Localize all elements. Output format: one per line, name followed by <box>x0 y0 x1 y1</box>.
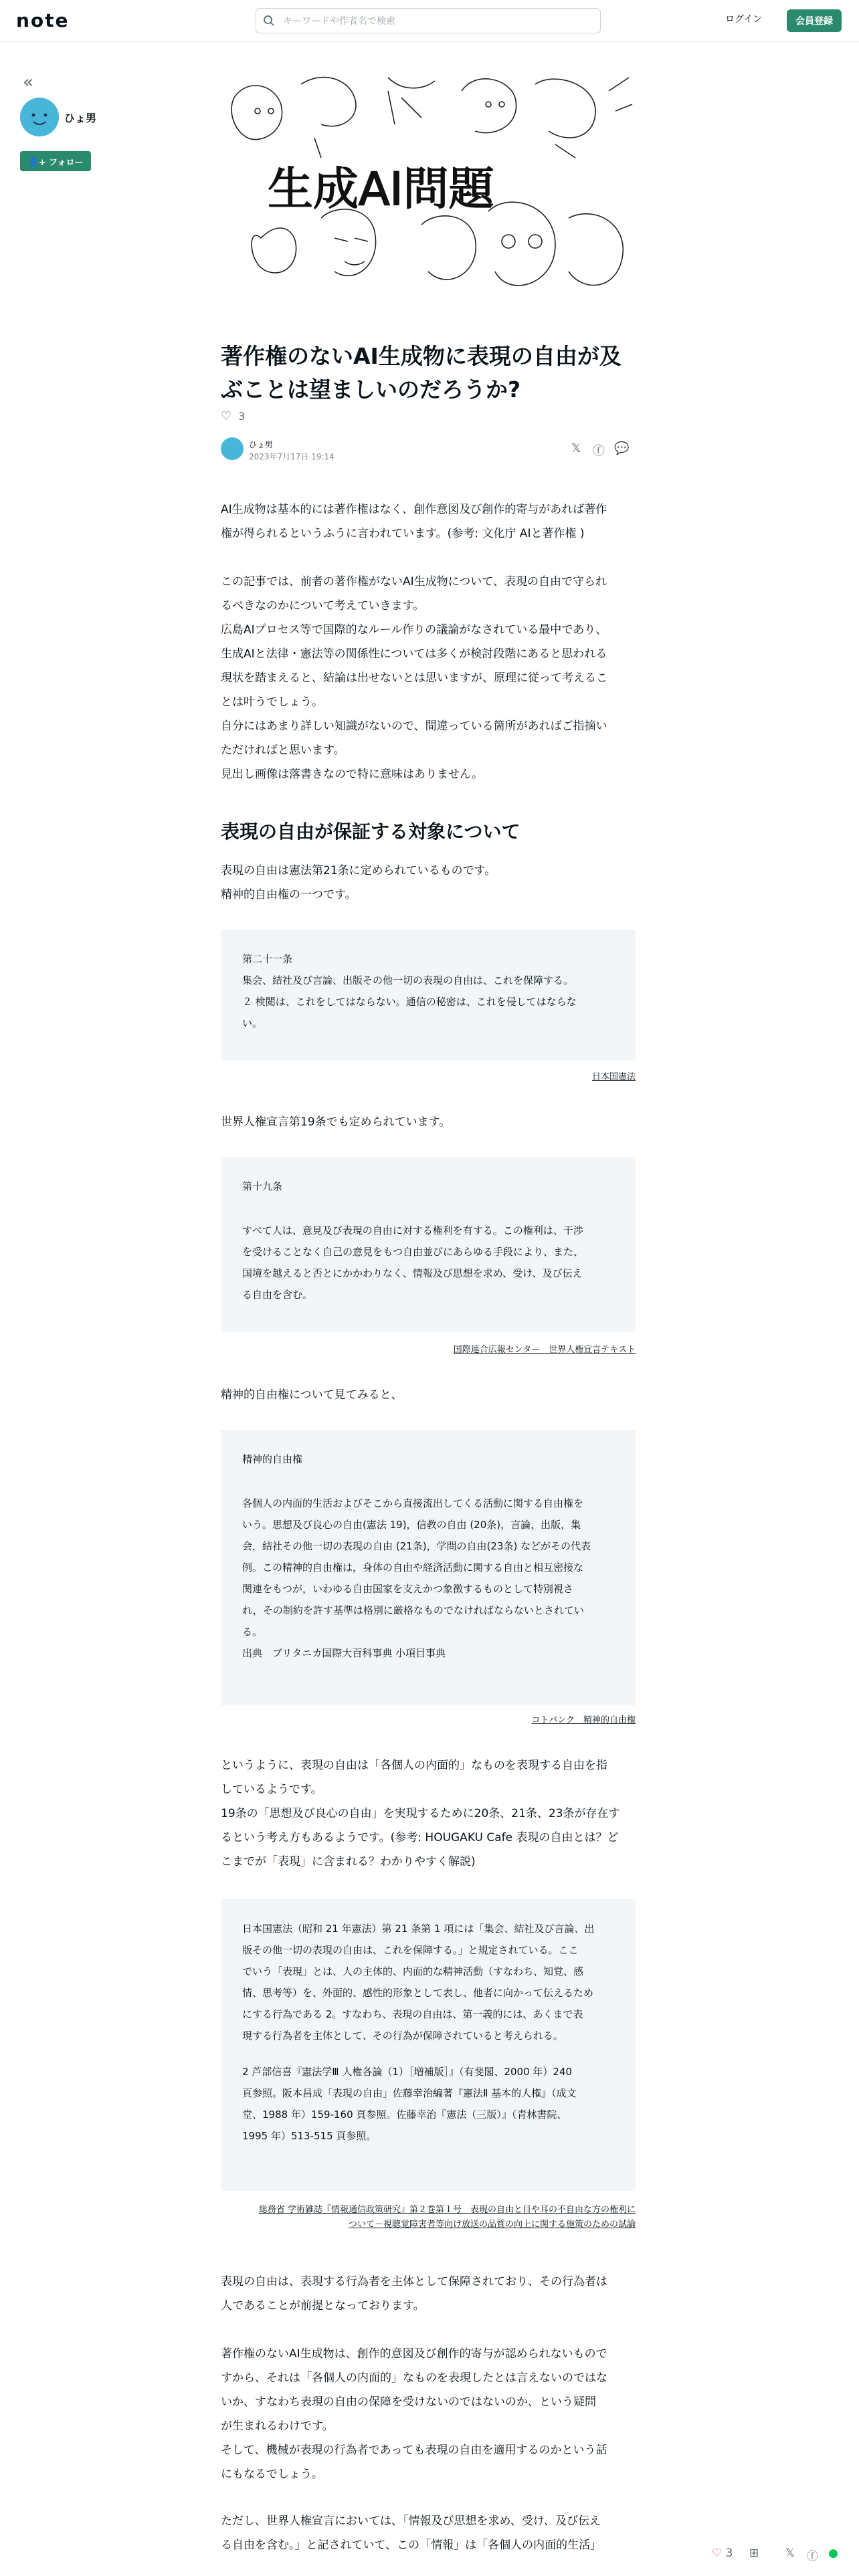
x-share-icon[interactable]: 𝕏 <box>571 441 581 455</box>
purpose-paragraph: この記事では、前者の著作権がないAI生成物について、表現の自由で守られ るべきなのかについて考えていきます。 広島AIプロセス等で国際的なルール作りの議論がなされている最中であり、 生成AIと法律・憲法等の関係性については多くが検討段階にあると思われる 現状を踏まえると、結論は出せないとは思いますが、原理に従って考えるこ とは叶うでしょう。 自分にはあまり詳しい知識がないので、間違っている箇所があればご指摘い ただければと思います。 見出し画像は落書きなので特に意味はありません。 <box>221 575 607 781</box>
blockquote-udhr: 第十九条 すべて人は、意見及び表現の自由に対する権利を有する。この権利は、干渉 を受けることなく自己の意見をもつ自由並びにあらゆる手段により、また、 国境を越えると否とにかかわりなく、情報及び思想を求め、受け、及び伝え る自由を含む。 <box>221 1157 636 1332</box>
blockquote-britannica: 精神的自由権 各個人の内面的生活およびそこから直接流出してくる活動に関する自由権を いう。思想及び良心の自由(憲法 19)，信教の自由 (20条)，言論，出版，集 会，結社その他一切の表現の自由 (21条)，学問の自由(23条) などがその代表 例。この精神的自由権は，身体の自由や経済活動に関する自由と相互密接な 関連をもつが，いわゆる自由国家を支えかつ象徴するものとして特別視さ れ，その制約を許す基準は格別に厳格なものでなければならないとされてい る。 出典 ブリタニカ国際大百科事典 小項目事典 <box>221 1430 636 1705</box>
spiritual-freedom-paragraph: 精神的自由権について見てみると、 <box>221 1388 403 1402</box>
header-image <box>221 71 636 301</box>
line-share-icon[interactable]: 💬 <box>614 441 630 455</box>
link-bunkacho[interactable]: 文化庁 AIと著作権 <box>482 527 577 540</box>
citation-link-kotobank[interactable]: コトバンク 精神的自由権 <box>531 1715 636 1725</box>
link-hougaku-cafe[interactable]: HOUGAKU Cafe 表現の自由とは？ど こまでが「表現」に含まれる？わかりやすく解説 <box>221 1831 619 1868</box>
hero-caption: 生成AI問題 <box>268 163 494 216</box>
search-icon <box>263 15 275 27</box>
heart-icon: ♡ <box>221 409 232 423</box>
bookmark-icon[interactable]: ⊞ <box>749 2547 759 2560</box>
author-avatar[interactable] <box>20 98 59 136</box>
sketch-illustration <box>221 71 636 301</box>
author-name[interactable]: ひょ男 <box>64 112 97 124</box>
meta-author-name[interactable]: ひょ男 <box>249 440 274 449</box>
floating-facebook-share-icon[interactable]: ⓕ <box>807 2550 818 2563</box>
facebook-share-icon[interactable]: ⓕ <box>593 444 605 458</box>
search-input[interactable] <box>282 13 592 30</box>
avatar-face-icon <box>20 98 59 136</box>
login-link[interactable]: ログイン <box>725 14 763 25</box>
udhr-paragraph: 世界人権宣言第19条でも定められています。 <box>221 1115 451 1129</box>
blockquote-constitution: 第二十一条 集会、結社及び言論、出版その他一切の表現の自由は、これを保障する。 ２ 検閲は、これをしてはならない。通信の秘密は、これを侵してはならな い。 <box>221 930 636 1061</box>
udhr-information-paragraph: ただし、世界人権宣言においては、「情報及び思想を求め、受け、及び伝え る自由を含む。」と記されていて、この「情報」は「各個人の内面的生活」 <box>221 2514 602 2552</box>
signup-button[interactable]: 会員登録 <box>787 9 842 32</box>
floating-line-share-icon[interactable]: ● <box>828 2547 838 2560</box>
section-heading: 表現の自由が保証する対象について <box>221 821 520 843</box>
citation-link-udhr[interactable]: 国際連合広報センター 世界人権宣言テキスト <box>453 1345 636 1355</box>
actor-paragraph: 表現の自由は、表現する行為者を主体として保障されており、その行為者は 人であることが前提となっております。 <box>221 2275 607 2313</box>
floating-like-button[interactable] <box>712 2547 733 2560</box>
floating-like-count: 3 <box>725 2547 733 2560</box>
search-box[interactable] <box>256 8 601 33</box>
floating-x-share-icon[interactable]: 𝕏 <box>785 2547 795 2560</box>
like-count: 3 <box>238 410 246 423</box>
inner-expression-paragraph: というように、表現の自由は「各個人の内面的」なものを表現する自由を指 しているようです。 19条の「思想及び良心の自由」を実現するために20条、21条、23条が存在す るという考え方もあるようです。(参考: HOUGAKU Cafe 表現の自由とは？ど こまでが「表現」に含まれる？わかりやすく解説) <box>221 1759 620 1868</box>
intro-paragraph: AI生成物は基本的には著作権はなく、創作意図及び創作的寄与があれば著作 権が得られるというふうに言われています。(参考: 文化庁 AIと著作権 ) <box>221 503 607 540</box>
ai-generated-paragraph: 著作権のないAI生成物は、創作的意図及び創作的寄与が認められないもので すから、それは「各個人の内面的」なものを表現したとは言えないのではな いか、すなわち表現の自由の保障を受けないのではないのか、という疑問 が生まれるわけです。 そして、機械が表現の行為者であっても表現の自由を適用するのかという話 にもなるでしょう。 <box>221 2347 607 2481</box>
blockquote-soumu: 日本国憲法（昭和 21 年憲法）第 21 条第 1 項には「集会、結社及び言論、出 版その他一切の表現の自由は、これを保障する。」と規定されている。ここ でいう「表現」とは、人の主体的、内面的な精神活動（すなわち、知覚、感 情、思考等）を、外面的、感性的形象として表し、他者に向かって伝えるため にする行為である 2。すなわち、表現の自由は、第一義的には、あくまで表 現する行為者を主体として、その行為が保障されていると考えられる。 2 芦部信喜『憲法学Ⅲ 人権各論（1）［増補版］』（有斐閣、2000 年）240 頁参照。阪本昌成「表現の自由」佐藤幸治編著『憲法Ⅱ 基本的人権』（成文 堂、1988 年）159-160 頁参照。佐藤幸治『憲法（三版）』（青林書院、 1995 年）513-515 頁参照。 <box>221 1899 636 2191</box>
site-header <box>0 0 859 42</box>
like-button[interactable] <box>221 409 245 423</box>
article-title: 著作権のないAI生成物に表現の自由が及 ぶことは望ましいのだろうか? <box>221 343 622 403</box>
follow-label: フォロー <box>49 157 84 168</box>
user-plus-icon: 👤+ <box>27 157 50 168</box>
citation-link-constitution[interactable]: 日本国憲法 <box>591 1072 636 1082</box>
note-logo[interactable]: note <box>16 9 70 31</box>
collapse-sidebar-icon[interactable]: « <box>23 72 33 92</box>
citation-link-soumu[interactable]: 総務省 学術雑誌『情報通信政策研究』第２巻第１号 表現の自由と目や耳の不自由な方の権利に ついて－視聴覚障害者等向け放送の品質の向上に関する施策のための試論 <box>258 2205 636 2230</box>
section-paragraph: 表現の自由は憲法第21条に定められているものです。 精神的自由権の一つです。 <box>221 864 496 901</box>
floating-heart-icon: ♡ <box>712 2547 723 2560</box>
follow-button[interactable] <box>20 151 91 171</box>
publish-date: 2023年7月17日 19:14 <box>249 452 335 461</box>
meta-author-avatar[interactable] <box>221 437 244 460</box>
